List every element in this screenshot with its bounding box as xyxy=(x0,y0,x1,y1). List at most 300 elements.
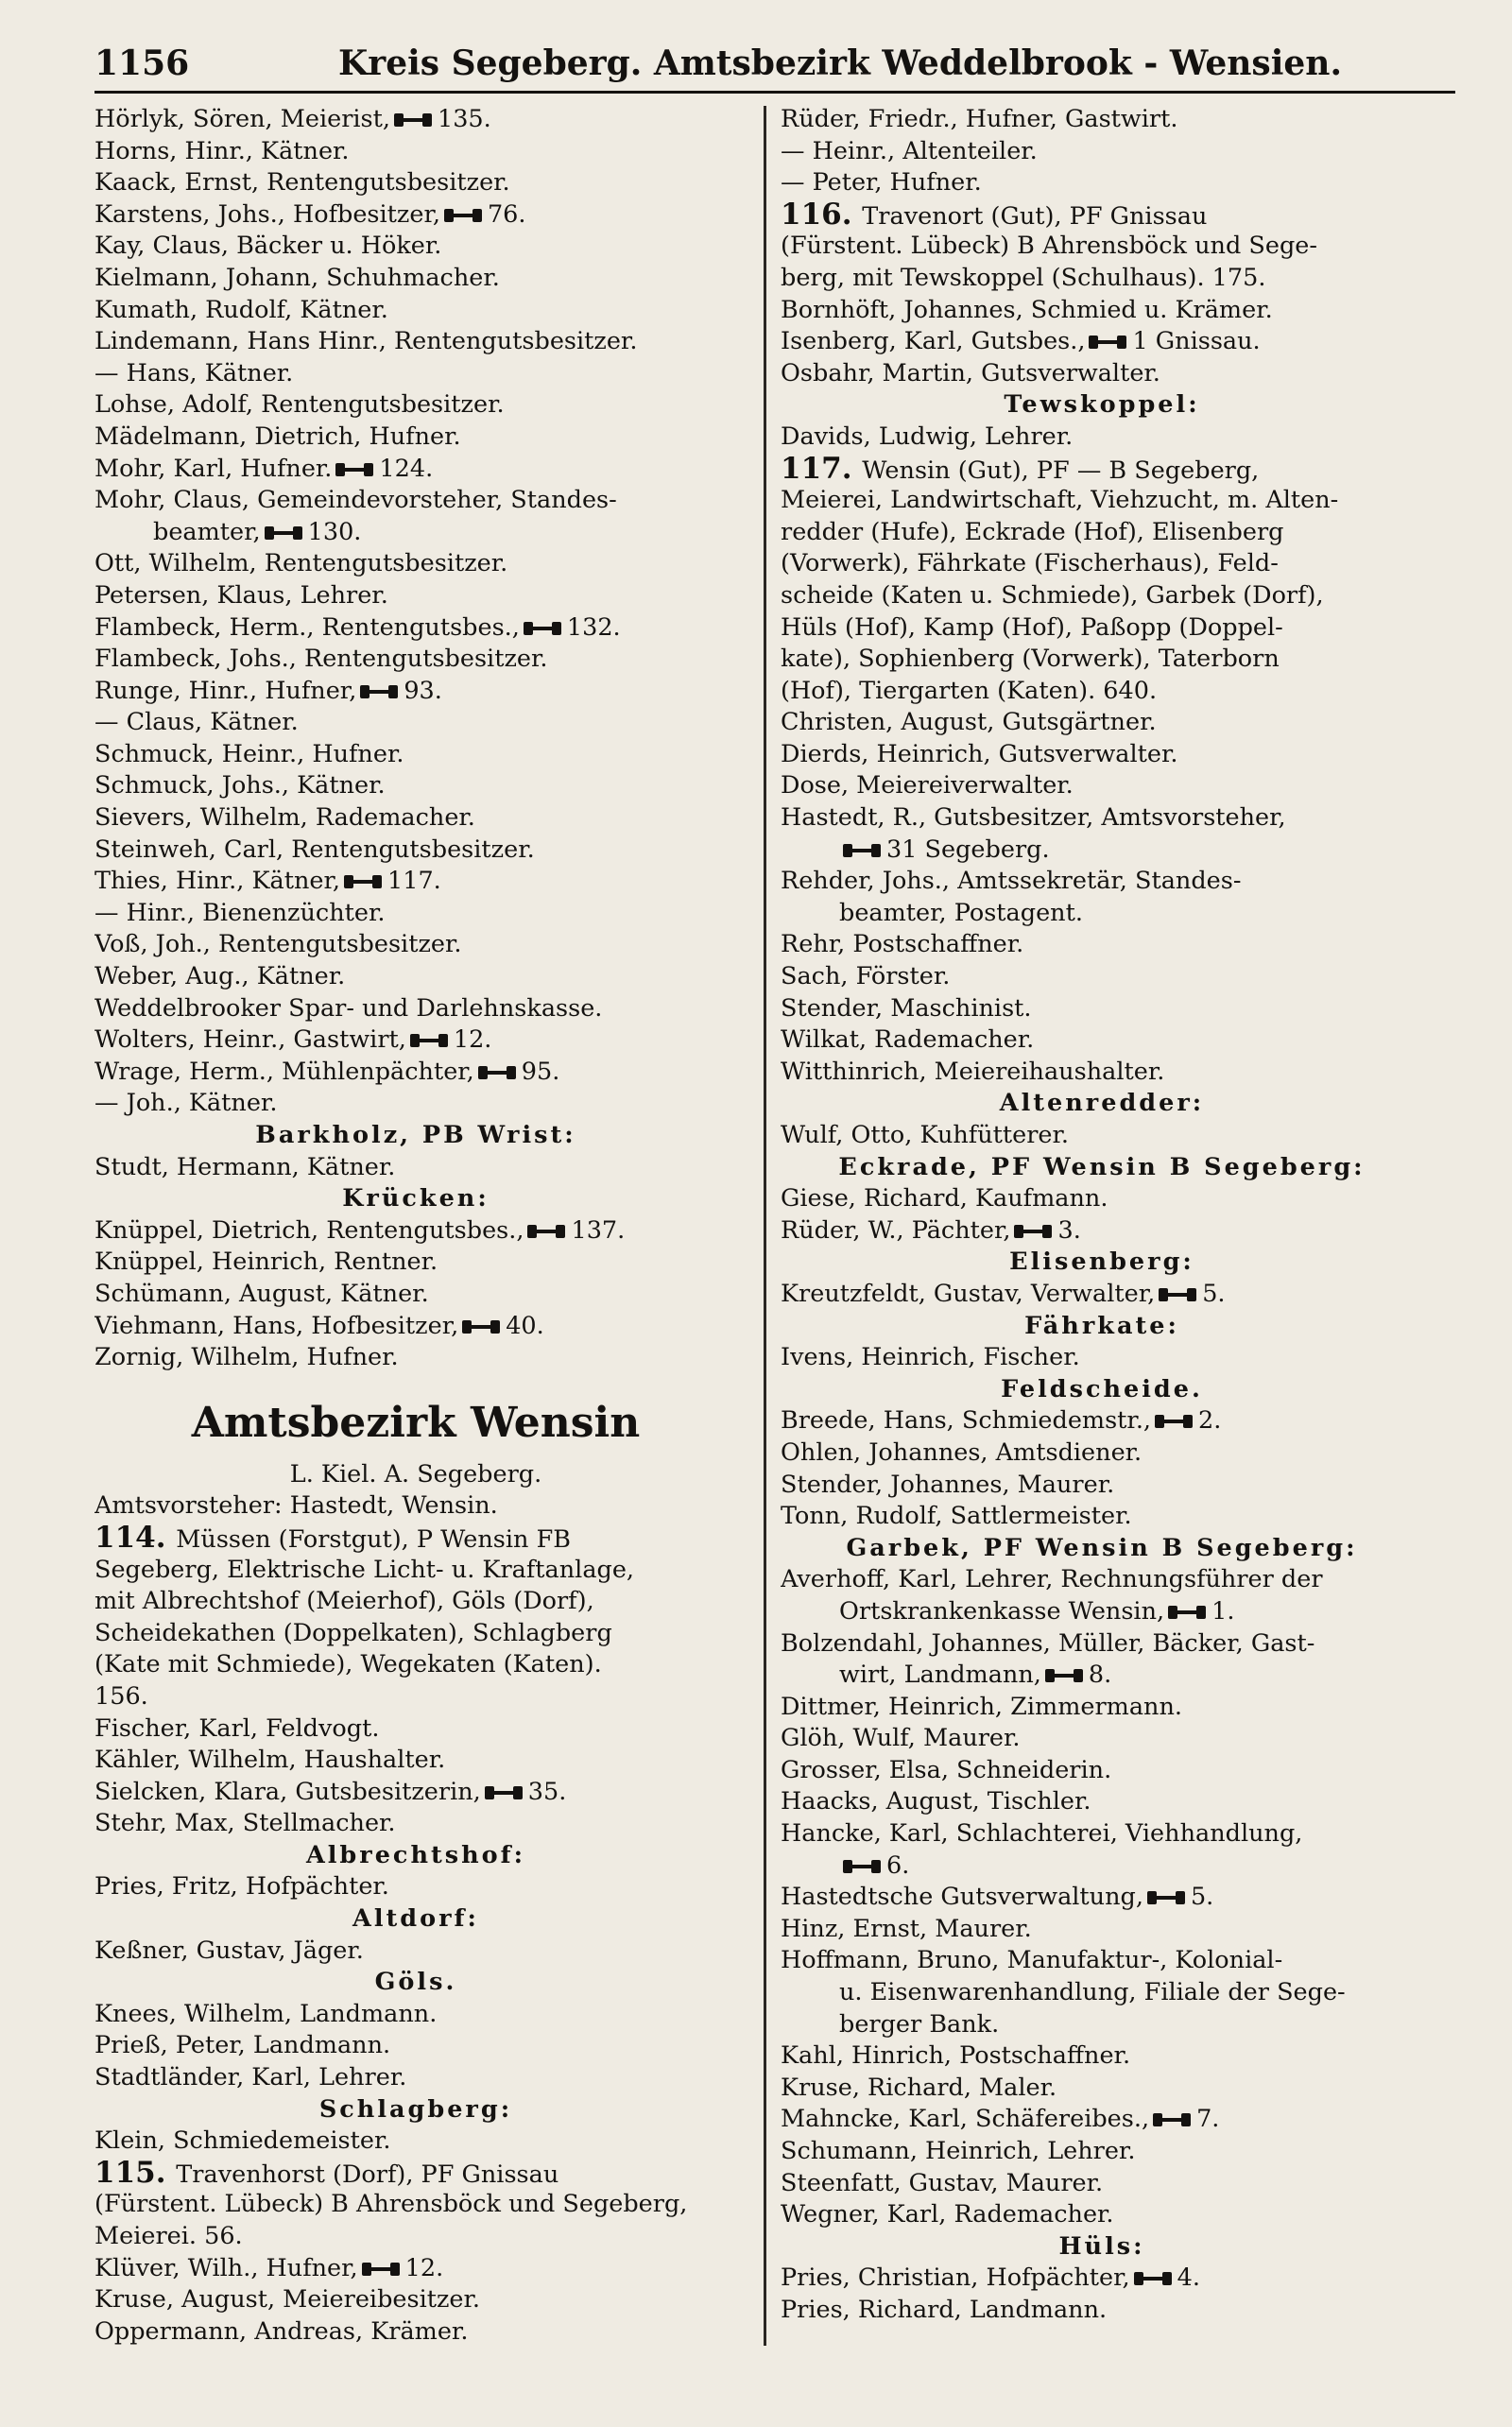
entry-text: Elisenberg: xyxy=(1009,1248,1194,1277)
directory-entry xyxy=(94,2189,737,2221)
directory-entry xyxy=(94,167,737,199)
entry-text: Schumann, Heinrich, Lehrer. xyxy=(781,2137,1136,2165)
directory-entry xyxy=(94,1342,737,1374)
directory-entry xyxy=(94,1490,737,1523)
directory-entry xyxy=(94,676,737,708)
telephone-icon xyxy=(485,1786,523,1799)
telephone-number: 2. xyxy=(1198,1406,1222,1436)
telephone-number: 137. xyxy=(571,1215,626,1245)
telephone-icon xyxy=(1089,336,1126,349)
locality-subheading xyxy=(94,2094,737,2126)
entry-text: Ivens, Heinrich, Fischer. xyxy=(781,1343,1080,1372)
directory-entry xyxy=(781,739,1423,771)
directory-entry xyxy=(781,2199,1423,2231)
entry-text: Garbek, PF Wensin B Segeberg: xyxy=(846,1533,1358,1562)
page-number: 1156 xyxy=(94,43,190,83)
directory-entry xyxy=(781,2136,1423,2168)
directory-entry xyxy=(781,993,1423,1025)
directory-entry xyxy=(781,1024,1423,1057)
telephone-icon xyxy=(843,844,881,857)
directory-entry xyxy=(781,1405,1423,1437)
entry-text: berg, mit Tewskoppel (Schulhaus). 175. xyxy=(781,263,1266,292)
entry-text: Ott, Wilhelm, Rentengutsbesitzer. xyxy=(94,549,508,578)
entry-text: Pries, Richard, Landmann. xyxy=(781,2295,1108,2324)
directory-entry xyxy=(781,295,1423,327)
directory-entry xyxy=(781,644,1423,676)
entry-text: Schmuck, Johs., Kätner. xyxy=(94,771,386,800)
entry-text: Schmuck, Heinr., Hufner. xyxy=(94,739,404,768)
entry-text: Prieß, Peter, Landmann. xyxy=(94,2031,391,2060)
locality-subheading xyxy=(94,1967,737,1999)
directory-entry xyxy=(781,231,1423,263)
entry-text: Rehr, Postschaffner. xyxy=(781,930,1024,959)
entry-text: beamter, Postagent. xyxy=(839,898,1083,927)
entry-text: Fährkate: xyxy=(1024,1311,1179,1340)
locality-subheading xyxy=(781,1247,1423,1279)
directory-entry xyxy=(94,802,737,835)
directory-entry xyxy=(781,517,1423,549)
directory-entry xyxy=(781,2009,1423,2041)
entry-text: mit Albrechtshof (Meierhof), Göls (Dorf), xyxy=(94,1587,594,1616)
telephone-number: 93. xyxy=(404,676,442,705)
entry-text: scheide (Katen u. Schmiede), Garbek (Dorf), xyxy=(781,580,1324,610)
telephone-number: 8. xyxy=(1088,1661,1112,1690)
entry-text: beamter, xyxy=(153,517,261,546)
entry-text: Mahncke, Karl, Schäfereibes., xyxy=(781,2105,1150,2134)
locality-subheading xyxy=(94,1120,737,1152)
telephone-icon xyxy=(265,526,302,540)
directory-entry xyxy=(94,136,737,168)
directory-entry xyxy=(94,1311,737,1343)
directory-entry xyxy=(94,1279,737,1311)
directory-entry xyxy=(94,104,737,136)
telephone-number: 5. xyxy=(1190,1883,1214,1912)
directory-entry xyxy=(781,1501,1423,1533)
district-heading xyxy=(94,1393,737,1459)
entry-text: kate), Sophienberg (Vorwerk), Taterborn xyxy=(781,645,1280,674)
entry-text: Wilkat, Rademacher. xyxy=(781,1025,1035,1055)
directory-entry xyxy=(781,898,1423,930)
directory-entry xyxy=(781,2295,1423,2327)
telephone-number: 1 Gnissau. xyxy=(1132,327,1261,356)
entry-text: Viehmann, Hans, Hofbesitzer, xyxy=(94,1311,459,1340)
entry-text: Kielmann, Johann, Schuhmacher. xyxy=(94,263,500,292)
entry-text: Davids, Ludwig, Lehrer. xyxy=(781,422,1074,451)
directory-entry xyxy=(94,866,737,898)
telephone-icon xyxy=(1134,2272,1172,2285)
entry-text: Kähler, Wilhelm, Haushalter. xyxy=(94,1746,446,1775)
entry-text: Lohse, Adolf, Rentengutsbesitzer. xyxy=(94,390,505,420)
directory-entry xyxy=(781,1818,1423,1850)
entry-text: Stehr, Max, Stellmacher. xyxy=(94,1809,396,1838)
directory-entry xyxy=(781,2263,1423,2295)
directory-entry xyxy=(94,1777,737,1809)
telephone-icon xyxy=(394,113,432,127)
entry-text: Altenredder: xyxy=(999,1089,1205,1118)
entry-text: Christen, August, Gutsgärtner. xyxy=(781,708,1157,737)
section-gap xyxy=(94,1374,737,1393)
entry-text: Mohr, Karl, Hufner. xyxy=(94,454,333,483)
directory-entry xyxy=(94,454,737,486)
directory-entry xyxy=(781,612,1423,645)
directory-entry xyxy=(781,1692,1423,1724)
directory-entry xyxy=(94,739,737,771)
directory-entry xyxy=(781,485,1423,517)
entry-text: Hüls: xyxy=(1058,2231,1145,2261)
entry-text: Dittmer, Heinrich, Zimmermann. xyxy=(781,1692,1182,1721)
entry-text: Flambeck, Johs., Rentengutsbesitzer. xyxy=(94,645,548,674)
directory-entry xyxy=(94,389,737,422)
entry-text: Travenort (Gut), PF Gnissau xyxy=(862,201,1208,231)
entry-text: Horns, Hinr., Kätner. xyxy=(94,136,350,165)
telephone-icon xyxy=(360,685,398,698)
entry-text: Steenfatt, Gustav, Maurer. xyxy=(781,2168,1104,2197)
entry-text: Scheidekathen (Doppelkaten), Schlagberg xyxy=(94,1618,612,1647)
directory-entry xyxy=(781,1882,1423,1914)
entry-text: Wegner, Karl, Rademacher. xyxy=(781,2200,1114,2229)
directory-entry xyxy=(781,866,1423,898)
locality-subheading xyxy=(781,1088,1423,1120)
entry-text: Albrechtshof: xyxy=(305,1840,526,1869)
entry-text: (Fürstent. Lübeck) B Ahrensböck und Segeberg, xyxy=(94,2190,688,2219)
telephone-icon xyxy=(1159,1288,1196,1301)
telephone-number: 4. xyxy=(1177,2263,1200,2293)
directory-entry xyxy=(94,2221,737,2253)
directory-entry xyxy=(94,199,737,232)
directory-entry xyxy=(94,1745,737,1777)
entry-text: Knüppel, Dietrich, Rentengutsbes., xyxy=(94,1215,524,1245)
entry-text: Ortskrankenkasse Wensin, xyxy=(839,1596,1165,1626)
telephone-number: 1. xyxy=(1211,1596,1235,1626)
directory-entry xyxy=(94,1999,737,2031)
directory-entry xyxy=(94,2253,737,2285)
page-header xyxy=(94,36,1418,93)
locality-subheading xyxy=(781,1152,1423,1184)
directory-entry xyxy=(781,707,1423,739)
locality-subheading xyxy=(781,1533,1423,1565)
locality-subheading xyxy=(781,2231,1423,2263)
entry-text: Meierei. 56. xyxy=(94,2222,243,2250)
entry-text: — Peter, Hufner. xyxy=(781,168,982,198)
directory-entry xyxy=(94,2030,737,2062)
locality-subheading xyxy=(781,1374,1423,1406)
directory-entry xyxy=(781,1342,1423,1374)
directory-entry xyxy=(94,1871,737,1903)
page-running-title: Kreis Segeberg. Amtsbezirk Weddelbrook - Wensien. xyxy=(337,43,1342,83)
directory-entry xyxy=(94,707,737,739)
entry-text: Mohr, Claus, Gemeindevorsteher, Standes- xyxy=(94,486,617,515)
entry-text: Glöh, Wulf, Maurer. xyxy=(781,1724,1021,1753)
directory-entry xyxy=(781,2073,1423,2105)
entry-text: Grosser, Elsa, Schneiderin. xyxy=(781,1755,1112,1784)
telephone-number: 6. xyxy=(886,1850,910,1880)
telephone-number: 132. xyxy=(566,612,621,642)
entry-text: Segeberg, Elektrische Licht- u. Kraftanlage, xyxy=(94,1555,635,1584)
directory-entry xyxy=(94,422,737,454)
entry-number: 115. xyxy=(94,2157,177,2190)
entry-text: Keßner, Gustav, Jäger. xyxy=(94,1936,364,1965)
telephone-number: 95. xyxy=(521,1057,560,1086)
directory-entry xyxy=(781,422,1423,454)
directory-entry xyxy=(781,1215,1423,1248)
entry-text: Sielcken, Klara, Gutsbesitzerin, xyxy=(94,1777,481,1806)
telephone-icon xyxy=(1155,1415,1193,1428)
entry-text: Amtsvorsteher: Hastedt, Wensin. xyxy=(94,1491,498,1521)
directory-entry xyxy=(781,676,1423,708)
entry-text: u. Eisenwarenhandlung, Filiale der Sege- xyxy=(839,1978,1346,2007)
entry-text: Sach, Förster. xyxy=(781,962,951,991)
entry-text: Pries, Christian, Hofpächter, xyxy=(781,2263,1130,2293)
directory-entry xyxy=(94,898,737,930)
entry-text: Hoffmann, Bruno, Manufaktur-, Kolonial- xyxy=(781,1946,1283,1975)
directory-entry xyxy=(94,263,737,295)
entry-text: — Joh., Kätner. xyxy=(94,1089,278,1118)
entry-text: wirt, Landmann, xyxy=(839,1661,1041,1690)
entry-text: Bolzendahl, Johannes, Müller, Bäcker, Gast- xyxy=(781,1628,1315,1658)
entry-text: Barkholz, PB Wrist: xyxy=(255,1121,576,1149)
directory-entry xyxy=(781,1628,1423,1661)
telephone-icon xyxy=(444,209,482,222)
entry-text: Kahl, Hinrich, Postschaffner. xyxy=(781,2041,1131,2071)
entry-text: Weddelbrooker Spar- und Darlehnskasse. xyxy=(94,993,603,1023)
entry-text: Voß, Joh., Rentengutsbesitzer. xyxy=(94,930,462,959)
entry-text: Runge, Hinr., Hufner, xyxy=(94,676,357,705)
entry-text: Göls. xyxy=(374,1968,457,1997)
entry-text: — Hinr., Bienenzüchter. xyxy=(94,898,386,927)
entry-text: Osbahr, Martin, Gutsverwalter. xyxy=(781,358,1160,387)
entry-text: Hancke, Karl, Schlachterei, Viehhandlung, xyxy=(781,1819,1303,1849)
entry-text: (Fürstent. Lübeck) B Ahrensböck und Sege- xyxy=(781,232,1317,261)
telephone-icon xyxy=(1014,1225,1052,1238)
directory-entry xyxy=(94,993,737,1025)
directory-entry xyxy=(781,104,1423,136)
directory-entry xyxy=(94,1618,737,1650)
directory-entry xyxy=(781,358,1423,390)
entry-text: Weber, Aug., Kätner. xyxy=(94,962,346,991)
directory-entry xyxy=(94,2062,737,2094)
directory-entry xyxy=(781,1945,1423,1977)
directory-entry xyxy=(781,580,1423,612)
directory-entry xyxy=(94,1936,737,1968)
directory-entry xyxy=(781,802,1423,835)
column-divider xyxy=(764,106,766,2346)
entry-text: Bornhöft, Johannes, Schmied u. Krämer. xyxy=(781,295,1273,324)
directory-entry xyxy=(781,2104,1423,2136)
directory-entry xyxy=(94,1152,737,1184)
directory-entry xyxy=(94,1247,737,1279)
directory-entry xyxy=(781,1786,1423,1818)
entry-text: Knees, Wilhelm, Landmann. xyxy=(94,1999,438,2028)
directory-entry xyxy=(94,1215,737,1248)
entry-text: Feldscheide. xyxy=(1001,1374,1203,1403)
entry-text: Wulf, Otto, Kuhfütterer. xyxy=(781,1121,1070,1149)
entry-text: Tewskoppel: xyxy=(1004,390,1200,420)
directory-entry xyxy=(94,644,737,676)
entry-text: Karstens, Johs., Hofbesitzer, xyxy=(94,199,440,229)
telephone-icon xyxy=(462,1320,500,1334)
directory-entry xyxy=(94,835,737,867)
directory-entry xyxy=(781,1977,1423,2009)
directory-entry xyxy=(781,548,1423,580)
entry-text: Wensin (Gut), PF — B Segeberg, xyxy=(862,456,1260,485)
directory-entry xyxy=(94,485,737,517)
entry-text: Fischer, Karl, Feldvogt. xyxy=(94,1713,380,1743)
entry-text: Knüppel, Heinrich, Rentner. xyxy=(94,1248,438,1277)
entry-text: Haacks, August, Tischler. xyxy=(781,1787,1091,1816)
directory-entry xyxy=(781,1596,1423,1628)
directory-entry xyxy=(94,295,737,327)
directory-entry xyxy=(94,326,737,358)
entry-text: Flambeck, Herm., Rentengutsbes., xyxy=(94,612,520,642)
entry-text: — Claus, Kätner. xyxy=(94,708,299,737)
right-column xyxy=(781,104,1423,2327)
entry-text: berger Bank. xyxy=(839,2009,1000,2039)
entry-text: Kaack, Ernst, Rentengutsbesitzer. xyxy=(94,168,510,198)
entry-text: Hinz, Ernst, Maurer. xyxy=(781,1914,1032,1943)
entry-text: Kumath, Rudolf, Kätner. xyxy=(94,295,388,324)
locality-subheading xyxy=(94,1840,737,1872)
left-column xyxy=(94,104,737,2348)
directory-entry xyxy=(94,1555,737,1587)
entry-text: Witthinrich, Meiereihaushalter. xyxy=(781,1057,1165,1086)
entry-text: redder (Hufe), Eckrade (Hof), Elisenberg xyxy=(781,517,1284,546)
directory-entry xyxy=(94,358,737,390)
header-rule xyxy=(94,91,1455,94)
telephone-number: 12. xyxy=(453,1025,492,1055)
directory-entry xyxy=(781,835,1423,867)
locality-subheading xyxy=(94,1903,737,1936)
directory-entry xyxy=(781,167,1423,199)
telephone-icon xyxy=(344,875,382,888)
entry-text: Lindemann, Hans Hinr., Rentengutsbesitzer. xyxy=(94,327,638,356)
directory-entry xyxy=(94,2284,737,2316)
entry-text: Hörlyk, Sören, Meierist, xyxy=(94,105,390,133)
entry-text: Hüls (Hof), Kamp (Hof), Paßopp (Doppel- xyxy=(781,612,1283,642)
telephone-number: 3. xyxy=(1057,1215,1081,1245)
directory-entry xyxy=(94,1681,737,1713)
telephone-number: 40. xyxy=(506,1311,544,1340)
telephone-number: 5. xyxy=(1202,1279,1226,1308)
directory-entry xyxy=(781,263,1423,295)
entry-text: — Hans, Kätner. xyxy=(94,358,294,387)
entry-text: Ohlen, Johannes, Amtsdiener. xyxy=(781,1437,1143,1467)
entry-text: Hastedtsche Gutsverwaltung, xyxy=(781,1883,1143,1912)
telephone-icon xyxy=(524,622,561,635)
directory-entry xyxy=(781,1564,1423,1596)
entry-number: 117. xyxy=(781,453,863,486)
entry-text: Eckrade, PF Wensin B Segeberg: xyxy=(838,1152,1366,1181)
directory-entry xyxy=(94,1024,737,1057)
telephone-icon xyxy=(1168,1606,1206,1619)
entry-number: 114. xyxy=(94,1522,177,1555)
telephone-number: 7. xyxy=(1196,2105,1220,2134)
locality-subheading xyxy=(781,1311,1423,1343)
entry-text: Zornig, Wilhelm, Hufner. xyxy=(94,1343,399,1372)
entry-text: Wolters, Heinr., Gastwirt, xyxy=(94,1025,406,1055)
estate-entry-heading xyxy=(94,2158,737,2190)
entry-text: Kreutzfeldt, Gustav, Verwalter, xyxy=(781,1279,1156,1308)
telephone-number: 117. xyxy=(387,867,441,896)
entry-text: Kruse, Richard, Maler. xyxy=(781,2073,1057,2102)
directory-entry xyxy=(781,326,1423,358)
entry-text: Müssen (Forstgut), P Wensin FB xyxy=(176,1524,572,1554)
directory-entry xyxy=(781,1120,1423,1152)
directory-entry xyxy=(94,2126,737,2158)
entry-text: Klüver, Wilh., Hufner, xyxy=(94,2253,358,2282)
directory-entry xyxy=(781,1057,1423,1089)
entry-text: Averhoff, Karl, Lehrer, Rechnungsführer der xyxy=(781,1565,1323,1594)
entry-text: Pries, Fritz, Hofpächter. xyxy=(94,1872,389,1902)
entry-text: Stadtländer, Karl, Lehrer. xyxy=(94,2063,407,2092)
entry-text: Krücken: xyxy=(342,1184,490,1214)
entry-text: Kruse, August, Meiereibesitzer. xyxy=(94,2285,480,2315)
directory-entry xyxy=(94,1057,737,1089)
telephone-number: 31 Segeberg. xyxy=(886,835,1050,864)
entry-text: Sievers, Wilhelm, Rademacher. xyxy=(94,803,475,833)
entry-text: Wrage, Herm., Mühlenpächter, xyxy=(94,1057,474,1086)
directory-entry xyxy=(781,1850,1423,1883)
directory-entry xyxy=(94,1713,737,1746)
telephone-icon xyxy=(1147,1891,1185,1904)
entry-text: Stender, Maschinist. xyxy=(781,993,1032,1023)
entry-text: Petersen, Klaus, Lehrer. xyxy=(94,580,388,610)
telephone-icon xyxy=(362,2263,400,2276)
estate-entry-heading xyxy=(781,199,1423,232)
telephone-icon xyxy=(843,1860,881,1873)
directory-entry xyxy=(94,2316,737,2349)
directory-entry xyxy=(781,1470,1423,1502)
entry-text: Schümann, August, Kätner. xyxy=(94,1279,429,1308)
entry-text: Steinweh, Carl, Rentengutsbesitzer. xyxy=(94,835,535,864)
directory-entry xyxy=(781,2040,1423,2073)
estate-entry-heading xyxy=(94,1523,737,1555)
directory-entry xyxy=(781,1279,1423,1311)
entry-text: Altdorf: xyxy=(352,1904,479,1934)
directory-entry xyxy=(94,770,737,802)
entry-text: Hastedt, R., Gutsbesitzer, Amtsvorsteher, xyxy=(781,803,1286,833)
directory-entry xyxy=(94,1649,737,1681)
directory-entry xyxy=(781,961,1423,993)
entry-text: Oppermann, Andreas, Krämer. xyxy=(94,2316,469,2346)
district-heading-text: Amtsbezirk Wensin xyxy=(191,1398,641,1447)
entry-text: Travenhorst (Dorf), PF Gnissau xyxy=(176,2160,559,2189)
directory-entry xyxy=(781,1660,1423,1692)
locality-subheading xyxy=(781,389,1423,422)
directory-entry xyxy=(781,1723,1423,1755)
telephone-icon xyxy=(410,1034,448,1047)
telephone-number: 135. xyxy=(437,105,491,133)
directory-entry xyxy=(781,2168,1423,2200)
telephone-icon xyxy=(478,1066,516,1079)
telephone-number: 35. xyxy=(527,1777,567,1806)
entry-text: (Kate mit Schmiede), Wegekaten (Katen). xyxy=(94,1650,602,1679)
directory-entry xyxy=(781,1755,1423,1787)
entry-text: Isenberg, Karl, Gutsbes., xyxy=(781,327,1086,356)
entry-text: Schlagberg: xyxy=(318,2094,513,2124)
entry-text: Kay, Claus, Bäcker u. Höker. xyxy=(94,232,442,261)
entry-text: Studt, Hermann, Kätner. xyxy=(94,1152,396,1181)
entry-text: L. Kiel. A. Segeberg. xyxy=(289,1459,542,1489)
estate-entry-heading xyxy=(781,454,1423,486)
entry-number: 116. xyxy=(781,198,863,232)
telephone-number: 76. xyxy=(487,199,526,229)
entry-text: 156. xyxy=(94,1681,148,1711)
directory-entry xyxy=(94,1088,737,1120)
locality-subheading xyxy=(94,1183,737,1215)
directory-entry xyxy=(94,548,737,580)
telephone-icon xyxy=(335,463,373,476)
entry-text: Breede, Hans, Schmiedemstr., xyxy=(781,1406,1152,1436)
